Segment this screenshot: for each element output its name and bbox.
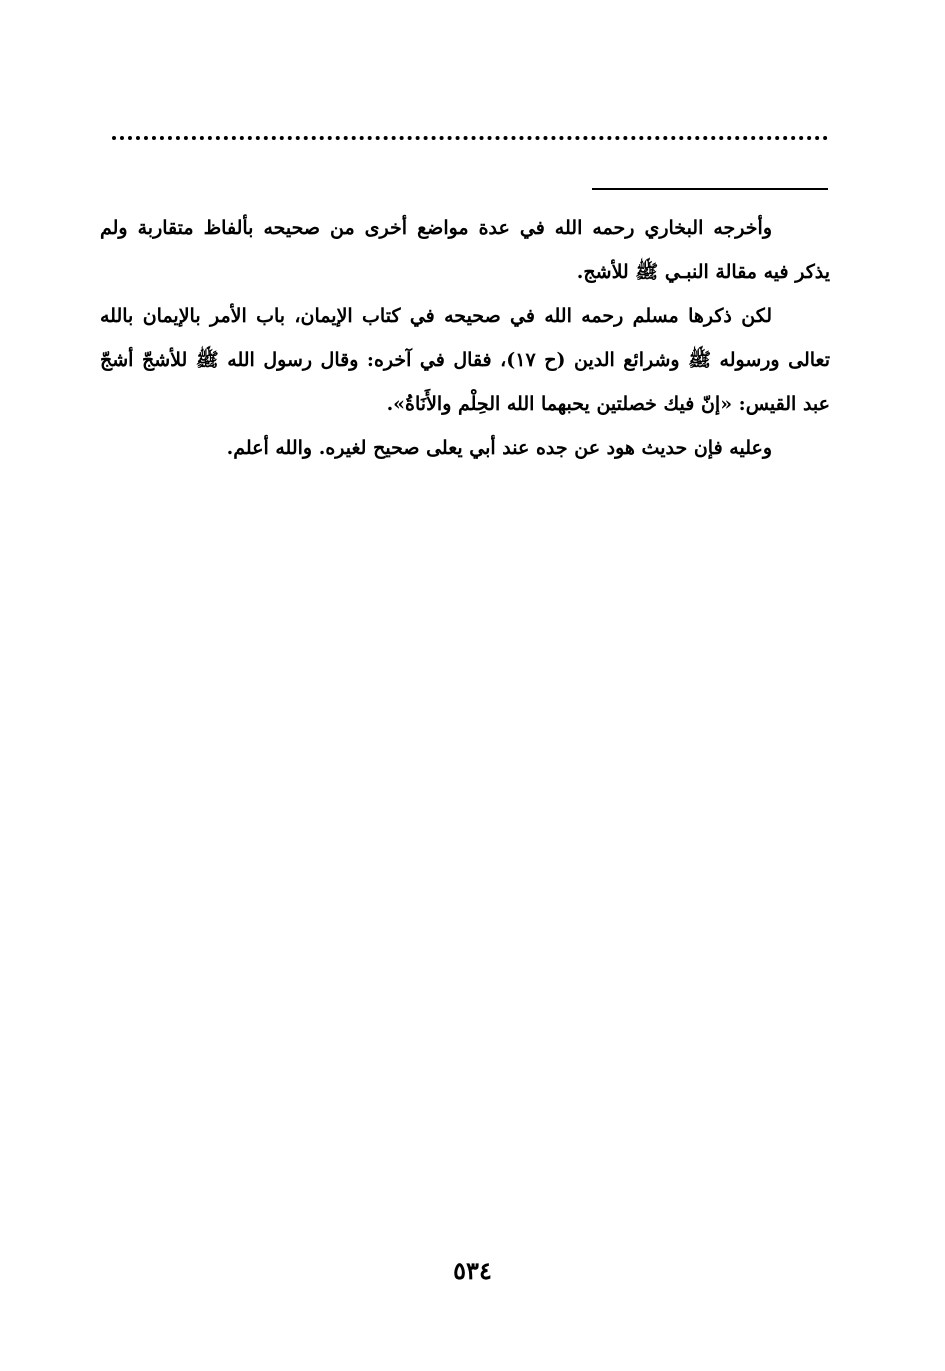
page-number: ٥٣٤ — [453, 1256, 492, 1285]
footnote-rule — [592, 188, 828, 190]
dotted-separator — [112, 136, 828, 140]
paragraph-conclusion: وعليه فإن حديث هود عن جده عند أبي يعلى صحيح لغيره. والله أعلم. — [226, 437, 772, 459]
paragraph-muslim: لكن ذكرها مسلم رحمه الله في صحيحه في كتاب الإيمان، باب الأمر بالإيمان بالله تعالى ورسوله ﷺ وشرائع الدين (ح ١٧)، فقال في آخره: وقال رسول الله ﷺ للأشجّ أشجّ عبد القيس: «إنّ فيك خصلتين يحبهما الله الحِلْم والأَنَاةُ». — [100, 305, 830, 415]
paragraph-bukhari: وأخرجه البخاري رحمه الله في عدة مواضع أخرى من صحيحه بألفاظ متقاربة ولم يذكر فيه مقالة النبـي ﷺ للأشج. — [100, 217, 830, 283]
body-text — [100, 206, 830, 470]
